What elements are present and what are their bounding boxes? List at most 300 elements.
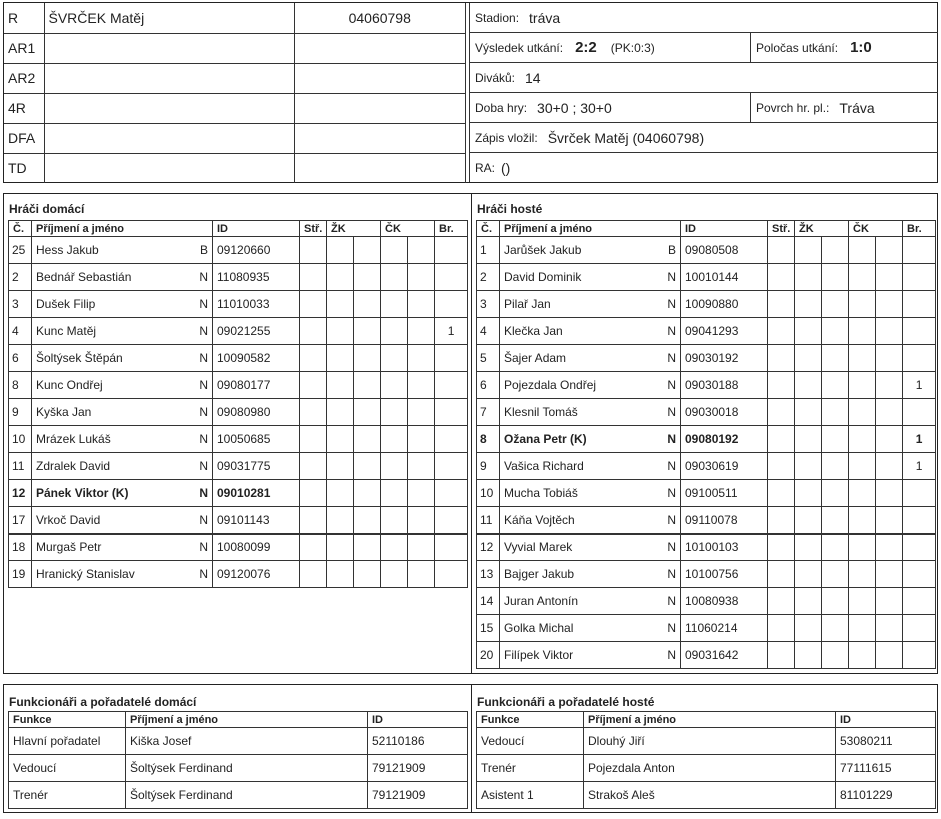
player-row (9, 291, 468, 318)
player-number: 1 (477, 237, 500, 264)
player-goals-scored (435, 291, 468, 318)
player-name: Šoltýsek Štěpán (32, 345, 189, 372)
player-number: 9 (477, 453, 500, 480)
player-goals-cell (300, 399, 327, 426)
player-yellow-card-1 (327, 399, 354, 426)
player-red-card-1 (381, 264, 408, 291)
player-goals-cell (768, 264, 795, 291)
official-row (9, 782, 468, 809)
player-name: Hess Jakub (32, 237, 189, 264)
player-red-card-2 (408, 264, 435, 291)
player-row (477, 372, 936, 399)
player-id: 11010033 (213, 291, 300, 318)
referee-name (44, 123, 294, 153)
official-row (9, 728, 468, 755)
referee-name: ŠVRČEK Matěj (44, 3, 294, 33)
player-red-card-2 (876, 534, 903, 561)
stadium-value: tráva (529, 9, 561, 26)
player-yellow-card-2 (822, 237, 849, 264)
player-row (477, 426, 936, 453)
referee-id: 04060798 (294, 3, 466, 33)
player-yellow-card-1 (795, 426, 822, 453)
player-yellow-card-1 (327, 453, 354, 480)
player-goals-scored: 1 (435, 318, 468, 345)
player-yellow-card-2 (822, 561, 849, 588)
official-name: Pojezdala Anton (584, 755, 836, 782)
player-id: 10100103 (681, 534, 768, 561)
player-id: 09120076 (213, 561, 300, 588)
player-row (477, 642, 936, 669)
official-row (477, 728, 936, 755)
player-yellow-card-2 (354, 291, 381, 318)
col-header-goals: Stř. (768, 221, 795, 237)
player-number: 15 (477, 615, 500, 642)
player-status: N (189, 480, 213, 507)
player-red-card-2 (408, 291, 435, 318)
referee-row (4, 123, 466, 153)
player-number: 4 (477, 318, 500, 345)
referee-id (294, 153, 466, 183)
player-number: 6 (9, 345, 32, 372)
official-function: Trenér (9, 782, 126, 809)
player-name: Kunc Matěj (32, 318, 189, 345)
player-status: B (189, 237, 213, 264)
player-red-card-1 (849, 372, 876, 399)
player-status: N (189, 561, 213, 588)
player-number: 14 (477, 588, 500, 615)
player-red-card-1 (849, 507, 876, 534)
spectators-label: Diváků: (475, 70, 516, 85)
match-info-panel (469, 3, 937, 182)
player-number: 20 (477, 642, 500, 669)
player-row (9, 237, 468, 264)
player-name: Jarůšek Jakub (500, 237, 657, 264)
official-function: Vedoucí (9, 755, 126, 782)
player-name: Murgaš Petr (32, 534, 189, 561)
player-red-card-1 (849, 237, 876, 264)
player-goals-scored: 1 (903, 453, 936, 480)
spectators-value: 14 (525, 69, 541, 86)
player-status: N (189, 345, 213, 372)
referee-row (4, 33, 466, 63)
player-red-card-1 (381, 372, 408, 399)
col-header-name: Příjmení a jméno (584, 712, 836, 728)
player-status: N (189, 399, 213, 426)
player-id: 10080099 (213, 534, 300, 561)
player-red-card-2 (876, 561, 903, 588)
player-status: N (189, 318, 213, 345)
referee-row (4, 93, 466, 123)
col-header-red-cards: ČK (381, 221, 435, 237)
player-id: 09080177 (213, 372, 300, 399)
col-header-number: Č. (9, 221, 32, 237)
official-name: Šoltýsek Ferdinand (126, 782, 368, 809)
player-number: 10 (9, 426, 32, 453)
referee-role: AR1 (4, 33, 44, 63)
player-id: 10050685 (213, 426, 300, 453)
player-yellow-card-1 (795, 345, 822, 372)
player-number: 4 (9, 318, 32, 345)
player-name: Vašica Richard (500, 453, 657, 480)
player-yellow-card-1 (795, 453, 822, 480)
player-status: N (657, 561, 681, 588)
player-number: 3 (9, 291, 32, 318)
player-number: 2 (9, 264, 32, 291)
player-name: Ožana Petr (K) (500, 426, 657, 453)
ra-row (470, 153, 938, 183)
official-id: 52110186 (368, 728, 468, 755)
player-name: Juran Antonín (500, 588, 657, 615)
player-yellow-card-1 (327, 291, 354, 318)
player-number: 6 (477, 372, 500, 399)
player-name: Hranický Stanislav (32, 561, 189, 588)
player-yellow-card-2 (822, 453, 849, 480)
player-red-card-2 (876, 318, 903, 345)
player-goals-cell (300, 426, 327, 453)
player-red-card-1 (381, 237, 408, 264)
player-goals-scored (903, 237, 936, 264)
referee-row (4, 3, 466, 33)
player-red-card-1 (849, 264, 876, 291)
player-id: 10010144 (681, 264, 768, 291)
col-header-number: Č. (477, 221, 500, 237)
player-red-card-2 (876, 507, 903, 534)
player-number: 8 (9, 372, 32, 399)
ra-label: RA: (475, 160, 496, 175)
player-row (9, 561, 468, 588)
player-id: 10080938 (681, 588, 768, 615)
referees-panel (4, 3, 466, 182)
player-status: N (189, 534, 213, 561)
official-id: 53080211 (836, 728, 936, 755)
player-goals-scored (903, 291, 936, 318)
player-red-card-2 (408, 372, 435, 399)
player-red-card-2 (876, 399, 903, 426)
player-goals-cell (300, 480, 327, 507)
col-header-yellow-cards: ŽK (327, 221, 381, 237)
col-header-goals-scored: Br. (903, 221, 936, 237)
player-yellow-card-1 (795, 615, 822, 642)
player-goals-scored (435, 372, 468, 399)
player-status: N (657, 264, 681, 291)
player-number: 11 (9, 453, 32, 480)
player-red-card-2 (408, 237, 435, 264)
player-row (477, 237, 936, 264)
player-yellow-card-1 (795, 237, 822, 264)
col-header-id: ID (368, 712, 468, 728)
player-goals-cell (768, 345, 795, 372)
player-yellow-card-1 (327, 372, 354, 399)
player-red-card-2 (876, 480, 903, 507)
player-row (9, 264, 468, 291)
player-red-card-1 (849, 399, 876, 426)
ra-value: () (501, 159, 511, 176)
player-status: N (657, 507, 681, 534)
col-header-red-cards: ČK (849, 221, 903, 237)
player-yellow-card-1 (327, 264, 354, 291)
player-row (9, 399, 468, 426)
player-status: N (189, 264, 213, 291)
player-name: Kunc Ondřej (32, 372, 189, 399)
player-name: David Dominik (500, 264, 657, 291)
player-id: 10100756 (681, 561, 768, 588)
player-id: 09080508 (681, 237, 768, 264)
player-goals-cell (300, 561, 327, 588)
surface-value: Tráva (839, 99, 875, 116)
player-goals-scored (903, 345, 936, 372)
referee-row (4, 153, 466, 183)
player-goals-cell (768, 426, 795, 453)
players-header-row (9, 221, 468, 237)
player-yellow-card-1 (795, 318, 822, 345)
player-yellow-card-1 (795, 480, 822, 507)
player-yellow-card-2 (354, 399, 381, 426)
player-red-card-1 (849, 318, 876, 345)
player-number: 8 (477, 426, 500, 453)
player-number: 19 (9, 561, 32, 588)
player-status: N (657, 426, 681, 453)
player-number: 13 (477, 561, 500, 588)
player-row (9, 345, 468, 372)
player-id: 09031642 (681, 642, 768, 669)
referee-role: DFA (4, 123, 44, 153)
player-red-card-2 (876, 642, 903, 669)
player-red-card-1 (381, 453, 408, 480)
player-yellow-card-1 (327, 534, 354, 561)
away-officials-table (476, 711, 936, 809)
player-yellow-card-1 (795, 372, 822, 399)
player-red-card-2 (876, 237, 903, 264)
player-red-card-1 (381, 561, 408, 588)
referee-row (4, 63, 466, 93)
official-function: Trenér (477, 755, 584, 782)
player-row (9, 480, 468, 507)
player-yellow-card-2 (354, 426, 381, 453)
player-red-card-1 (849, 588, 876, 615)
player-goals-cell (768, 291, 795, 318)
player-goals-scored (903, 534, 936, 561)
player-goals-cell (300, 318, 327, 345)
player-goals-scored: 1 (903, 372, 936, 399)
penalty-kicks-value: (PK:0:3) (610, 40, 655, 55)
player-yellow-card-2 (354, 480, 381, 507)
player-id: 09030018 (681, 399, 768, 426)
player-id: 09120660 (213, 237, 300, 264)
player-row (477, 345, 936, 372)
away-officials-panel (471, 685, 937, 812)
player-name: Pojezdala Ondřej (500, 372, 657, 399)
player-goals-cell (768, 588, 795, 615)
player-number: 12 (477, 534, 500, 561)
player-yellow-card-2 (822, 426, 849, 453)
player-goals-scored (435, 534, 468, 561)
player-id: 09080980 (213, 399, 300, 426)
player-red-card-2 (876, 291, 903, 318)
player-id: 11060214 (681, 615, 768, 642)
player-id: 09110078 (681, 507, 768, 534)
players-header-row (477, 221, 936, 237)
player-yellow-card-2 (354, 453, 381, 480)
player-goals-cell (768, 318, 795, 345)
player-name: Mrázek Lukáš (32, 426, 189, 453)
player-number: 7 (477, 399, 500, 426)
player-yellow-card-1 (327, 507, 354, 534)
official-id: 79121909 (368, 782, 468, 809)
player-red-card-1 (849, 615, 876, 642)
player-red-card-2 (408, 426, 435, 453)
referee-name (44, 63, 294, 93)
player-yellow-card-2 (354, 507, 381, 534)
player-yellow-card-2 (354, 318, 381, 345)
player-red-card-1 (381, 291, 408, 318)
player-red-card-1 (849, 291, 876, 318)
player-goals-scored (435, 399, 468, 426)
player-number: 5 (477, 345, 500, 372)
player-yellow-card-2 (822, 642, 849, 669)
player-red-card-1 (849, 642, 876, 669)
player-yellow-card-2 (822, 534, 849, 561)
player-name: Šajer Adam (500, 345, 657, 372)
player-red-card-2 (408, 345, 435, 372)
col-header-name: Příjmení a jméno (32, 221, 213, 237)
entered-by-label: Zápis vložil: (475, 130, 538, 145)
player-yellow-card-2 (354, 561, 381, 588)
col-header-name: Příjmení a jméno (500, 221, 681, 237)
player-red-card-1 (381, 534, 408, 561)
player-goals-scored (903, 480, 936, 507)
player-yellow-card-1 (327, 480, 354, 507)
player-id: 09030188 (681, 372, 768, 399)
player-goals-scored (435, 480, 468, 507)
player-id: 09080192 (681, 426, 768, 453)
player-name: Vyvial Marek (500, 534, 657, 561)
duration-label: Doba hry: (475, 100, 528, 115)
player-id: 09010281 (213, 480, 300, 507)
away-players-table (476, 220, 936, 669)
player-name: Mucha Tobiáš (500, 480, 657, 507)
player-yellow-card-2 (822, 291, 849, 318)
referee-name (44, 93, 294, 123)
player-id: 09030619 (681, 453, 768, 480)
col-header-function: Funkce (477, 712, 584, 728)
player-yellow-card-1 (795, 291, 822, 318)
player-red-card-2 (876, 372, 903, 399)
player-goals-cell (768, 372, 795, 399)
player-red-card-2 (876, 426, 903, 453)
player-goals-cell (768, 534, 795, 561)
officials-header-row (477, 712, 936, 728)
player-yellow-card-1 (795, 399, 822, 426)
player-row (477, 480, 936, 507)
player-name: Zdralek David (32, 453, 189, 480)
player-name: Pilař Jan (500, 291, 657, 318)
player-goals-cell (300, 534, 327, 561)
player-status: N (189, 453, 213, 480)
halftime-label: Poločas utkání: (756, 40, 839, 55)
player-row (9, 507, 468, 534)
entered-by-row (470, 123, 938, 153)
col-header-name: Příjmení a jméno (126, 712, 368, 728)
player-row (477, 399, 936, 426)
player-goals-cell (300, 507, 327, 534)
player-row (477, 453, 936, 480)
official-row (477, 755, 936, 782)
official-name: Strakoš Aleš (584, 782, 836, 809)
player-goals-scored (435, 264, 468, 291)
home-officials-table (8, 711, 468, 809)
player-goals-scored (903, 561, 936, 588)
player-goals-scored (903, 588, 936, 615)
player-row (477, 291, 936, 318)
player-status: N (657, 480, 681, 507)
player-name: Pánek Viktor (K) (32, 480, 189, 507)
player-number: 17 (9, 507, 32, 534)
match-header (3, 2, 938, 183)
official-row (477, 782, 936, 809)
home-players-panel (4, 194, 470, 673)
entered-by-value: Švrček Matěj (04060798) (547, 129, 705, 146)
player-name: Klesnil Tomáš (500, 399, 657, 426)
player-red-card-2 (408, 507, 435, 534)
player-status: N (657, 642, 681, 669)
stadium-row (470, 3, 938, 33)
official-name: Dlouhý Jiří (584, 728, 836, 755)
player-red-card-1 (381, 507, 408, 534)
player-number: 11 (477, 507, 500, 534)
player-name: Káňa Vojtěch (500, 507, 657, 534)
player-yellow-card-2 (354, 345, 381, 372)
official-function: Asistent 1 (477, 782, 584, 809)
player-yellow-card-2 (354, 264, 381, 291)
player-red-card-1 (849, 345, 876, 372)
surface-label: Povrch hr. pl.: (756, 100, 830, 115)
official-row (9, 755, 468, 782)
player-status: N (657, 345, 681, 372)
player-yellow-card-2 (822, 345, 849, 372)
player-number: 10 (477, 480, 500, 507)
player-row (477, 561, 936, 588)
player-goals-cell (768, 615, 795, 642)
player-status: N (189, 291, 213, 318)
player-row (477, 507, 936, 534)
official-id: 81101229 (836, 782, 936, 809)
player-red-card-2 (408, 534, 435, 561)
player-red-card-2 (408, 318, 435, 345)
result-label: Výsledek utkání: (475, 40, 564, 55)
player-yellow-card-1 (795, 507, 822, 534)
player-row (9, 426, 468, 453)
referee-id (294, 93, 466, 123)
player-id: 09100511 (681, 480, 768, 507)
player-red-card-1 (849, 426, 876, 453)
referee-role: AR2 (4, 63, 44, 93)
away-players-title: Hráči hosté (477, 202, 543, 216)
home-players-table (8, 220, 468, 588)
col-header-id: ID (836, 712, 936, 728)
player-red-card-1 (849, 561, 876, 588)
player-yellow-card-1 (795, 561, 822, 588)
col-header-goals-scored: Br. (435, 221, 468, 237)
referees-table (4, 3, 466, 183)
player-goals-scored (435, 237, 468, 264)
referee-id (294, 33, 466, 63)
player-status: N (657, 291, 681, 318)
player-row (9, 453, 468, 480)
player-red-card-1 (381, 318, 408, 345)
player-yellow-card-1 (795, 588, 822, 615)
official-id: 77111615 (836, 755, 936, 782)
player-goals-cell (300, 291, 327, 318)
